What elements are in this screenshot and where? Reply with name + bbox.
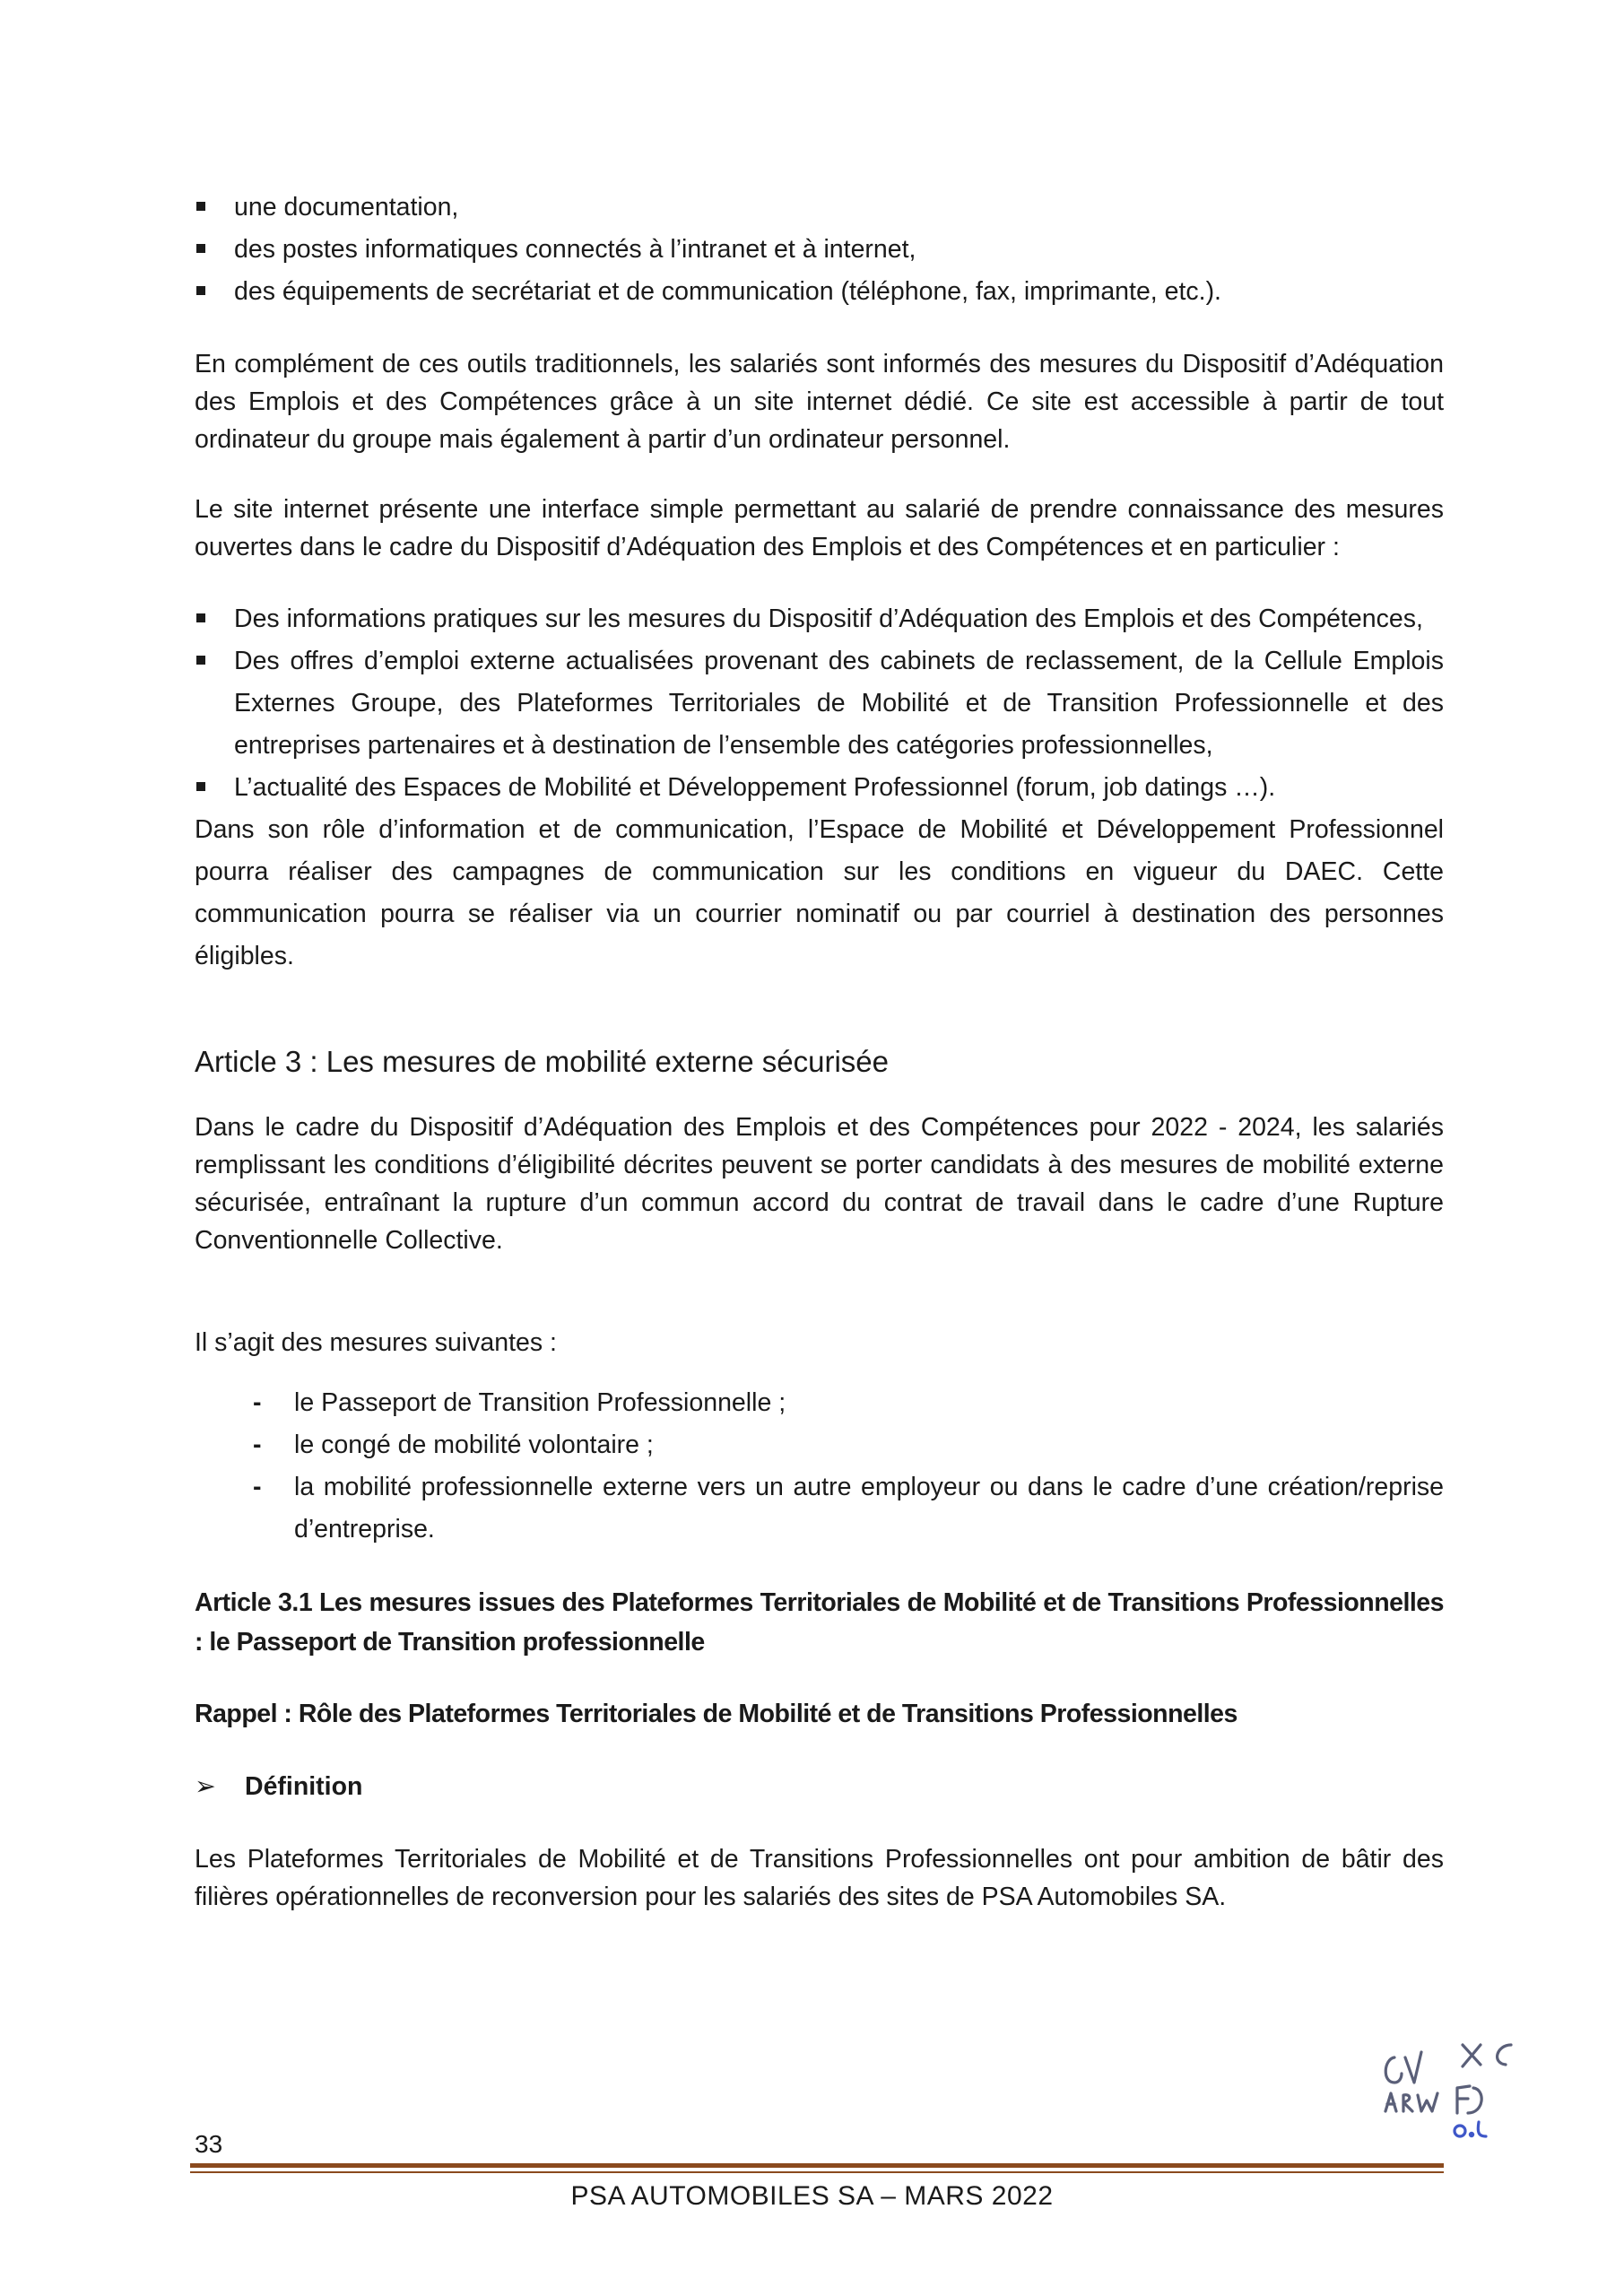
- list-item: des postes informatiques connectés à l’intranet et à internet,: [195, 229, 1444, 271]
- list-item: une documentation,: [195, 187, 1444, 229]
- arrow-bullet-icon: ➢: [195, 1772, 216, 1801]
- subsection-heading: Article 3.1 Les mesures issues des Plateformes Territoriales de Mobilité et de Transitions Professionnelles : le Passeport de Transition professionnelle: [195, 1588, 1444, 1657]
- page-footer: PSA AUTOMOBILES SA – MARS 2022: [570, 2181, 1054, 2211]
- definition-title: Définition: [245, 1772, 363, 1801]
- footer-rule-thin: [190, 2171, 1444, 2173]
- paragraph: En complément de ces outils traditionnels, les salariés sont informés des mesures du Dispositif d’Adéquation des Emplois et des Compétences grâce à un site internet dédié. Ce site est accessible à partir de tout ordinateur du groupe mais également à partir d’un ordinateur personnel.: [195, 350, 1444, 454]
- subsection-heading: Rappel : Rôle des Plateformes Territoriales de Mobilité et de Transitions Professionnelles: [195, 1700, 1238, 1728]
- paragraph: Les Plateformes Territoriales de Mobilité et de Transitions Professionnelles ont pour ambition de bâtir des filières opérationnelles de reconversion pour les salariés des sites de PSA Automobiles SA.: [195, 1845, 1444, 1911]
- page-content: [195, 187, 1444, 1916]
- list-item: - le Passeport de Transition Professionnelle ;: [253, 1382, 1444, 1424]
- handwritten-initials: [1368, 2036, 1529, 2144]
- list-item: L’actualité des Espaces de Mobilité et Développement Professionnel (forum, job datings …).: [195, 767, 1444, 809]
- list-item: - le congé de mobilité volontaire ;: [253, 1424, 1444, 1466]
- paragraph: Le site internet présente une interface simple permettant au salarié de prendre connaissance des mesures ouvertes dans le cadre du Dispositif d’Adéquation des Emplois et des Compétences et en particulier :: [195, 495, 1444, 561]
- footer-rule: [190, 2163, 1444, 2168]
- list-item: Des informations pratiques sur les mesures du Dispositif d’Adéquation des Emplois et des Compétences,: [195, 598, 1444, 640]
- list-item: Des offres d’emploi externe actualisées provenant des cabinets de reclassement, de la Cellule Emplois Externes Groupe, des Plateformes Territoriales de Mobilité et de Transition Professionnelle et des entreprises partenaires et à destination de l’ensemble des catégories professionnelles,: [195, 640, 1444, 767]
- definition-heading: [195, 1766, 1444, 1808]
- measures-list: [195, 1382, 1444, 1551]
- resources-list: [195, 187, 1444, 313]
- paragraph: Il s’agit des mesures suivantes :: [195, 1328, 557, 1357]
- list-item: des équipements de secrétariat et de communication (téléphone, fax, imprimante, etc.).: [195, 271, 1444, 313]
- site-features-list: [195, 598, 1444, 809]
- paragraph: Dans son rôle d’information et de communication, l’Espace de Mobilité et Développement Professionnel pourra réaliser des campagnes de communication sur les conditions en vigueur du DAEC. Cette communication pourra se réaliser via un courrier nominatif ou par courriel à destination des personnes éligibles.: [195, 815, 1444, 970]
- page-number: 33: [195, 2130, 223, 2158]
- list-item: - la mobilité professionnelle externe vers un autre employeur ou dans le cadre d’une création/reprise d’entreprise.: [253, 1466, 1444, 1551]
- article-heading: Article 3 : Les mesures de mobilité externe sécurisée: [195, 1045, 890, 1078]
- paragraph: Dans le cadre du Dispositif d’Adéquation des Emplois et des Compétences pour 2022 - 2024, les salariés remplissant les conditions d’éligibilité décrites peuvent se porter candidats à des mesures de mobilité externe sécurisée, entraînant la rupture d’un commun accord du contrat de travail dans le cadre d’une Rupture Conventionnelle Collective.: [195, 1113, 1444, 1255]
